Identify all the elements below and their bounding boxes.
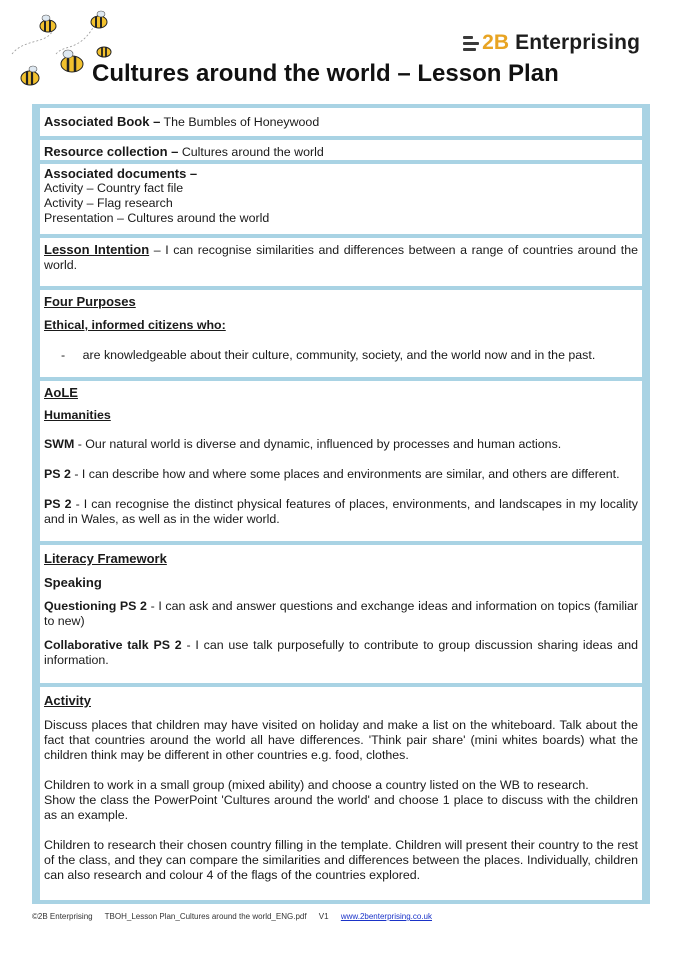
bee-icon (40, 15, 56, 32)
lesson-plan-table (32, 104, 650, 904)
literacy-item-text: - I can use talk purposefully to contribute to group discussion sharing ideas and information. (44, 638, 639, 667)
literacy-framework-row (40, 545, 642, 683)
literacy-item-label: Questioning PS 2 (44, 599, 147, 613)
lesson-intention-label: Lesson Intention (44, 242, 150, 257)
document-item: Activity – Country fact file (44, 181, 184, 195)
literacy-item-label: Collaborative talk PS 2 (44, 638, 182, 652)
aole-item-text: - I can recognise the distinct physical features of places, environments, and landscapes in my locality and in Wales, as well as in the wider world. (44, 497, 638, 526)
associated-book-row (40, 108, 642, 136)
activity-row (40, 687, 642, 900)
four-purposes-row (40, 290, 642, 377)
brand-name (482, 31, 640, 55)
aole-item-label: PS 2 (44, 497, 72, 511)
aole-item (44, 437, 638, 452)
document-item: Activity – Flag research (44, 196, 173, 210)
page-footer (32, 912, 442, 921)
aole-item-label: PS 2 (44, 467, 71, 481)
literacy-item (44, 638, 638, 668)
literacy-framework-heading: Literacy Framework (44, 551, 167, 566)
brand-stripes-icon (463, 36, 479, 51)
associated-documents-row (40, 164, 642, 234)
footer-version: V1 (318, 912, 329, 921)
literacy-item (44, 599, 638, 629)
associated-documents-label: Associated documents – (44, 166, 198, 181)
bee-icon (97, 47, 111, 57)
brand-suffix: Enterprising (515, 31, 640, 54)
resource-collection-value: Cultures around the world (181, 145, 324, 159)
associated-book-value: The Bumbles of Honeywood (163, 115, 320, 129)
footer-filename: TBOH_Lesson Plan_Cultures around the world_ENG.pdf (104, 912, 307, 921)
aole-row (40, 381, 642, 541)
resource-collection-row (40, 140, 642, 160)
brand-prefix: 2B (482, 31, 510, 54)
bullet-dash: - (61, 348, 66, 362)
activity-paragraph: Show the class the PowerPoint 'Cultures around the world' and choose 1 place to discuss with the children as an example. (44, 793, 638, 822)
aole-item (44, 497, 638, 527)
four-purposes-item-text: are knowledgeable about their culture, community, society, and the world now and in the past. (82, 348, 596, 362)
four-purposes-heading: Four Purposes (44, 294, 136, 309)
four-purposes-item (44, 348, 638, 363)
bees-decoration (4, 4, 134, 104)
resource-collection-label: Resource collection – (44, 144, 179, 159)
activity-paragraph: Children to research their chosen country filling in the template. Children will present their country to the rest of the class, and they can compare the similarities and differences between the places. Individually, children can also research and colour 4 of the flags of the countries explored. (44, 838, 638, 882)
document-item: Presentation – Cultures around the world (44, 211, 270, 225)
page-title: Cultures around the world – Lesson Plan (92, 60, 559, 87)
lesson-intention-text: – I can recognise similarities and differences between a range of countries around the world. (44, 243, 638, 272)
activity-heading: Activity (44, 693, 91, 708)
bee-icon (91, 11, 107, 28)
brand-logo (463, 30, 640, 56)
literacy-subheading: Speaking (44, 575, 102, 590)
activity-paragraph: Children to work in a small group (mixed ability) and choose a country listed on the WB to research. (44, 778, 589, 792)
footer-website-link[interactable]: www.2benterprising.co.uk (340, 912, 432, 921)
aole-subheading: Humanities (44, 408, 111, 422)
lesson-intention-row (40, 238, 642, 286)
activity-paragraph: Discuss places that children may have visited on holiday and make a list on the whiteboard. Talk about the fact that countries around the world all have differences. 'Think pair share' (mini whites boards) what the children think may be different in other countries e.g. food, clothes. (44, 718, 638, 762)
aole-item-text: - I can describe how and where some places and environments are similar, and others are different. (70, 467, 620, 481)
footer-copyright: ©2B Enterprising (32, 912, 93, 921)
aole-heading: AoLE (44, 385, 78, 400)
aole-item-label: SWM (44, 437, 75, 451)
four-purposes-subheading: Ethical, informed citizens who: (44, 318, 226, 332)
bee-icon (61, 50, 83, 72)
aole-item (44, 467, 638, 482)
bee-icon (21, 66, 39, 85)
literacy-item-text: - I can ask and answer questions and exchange ideas and information on topics (familiar to new) (44, 599, 638, 628)
associated-book-label: Associated Book – (44, 114, 161, 129)
aole-item-text: - Our natural world is diverse and dynamic, influenced by processes and human actions. (74, 437, 562, 451)
